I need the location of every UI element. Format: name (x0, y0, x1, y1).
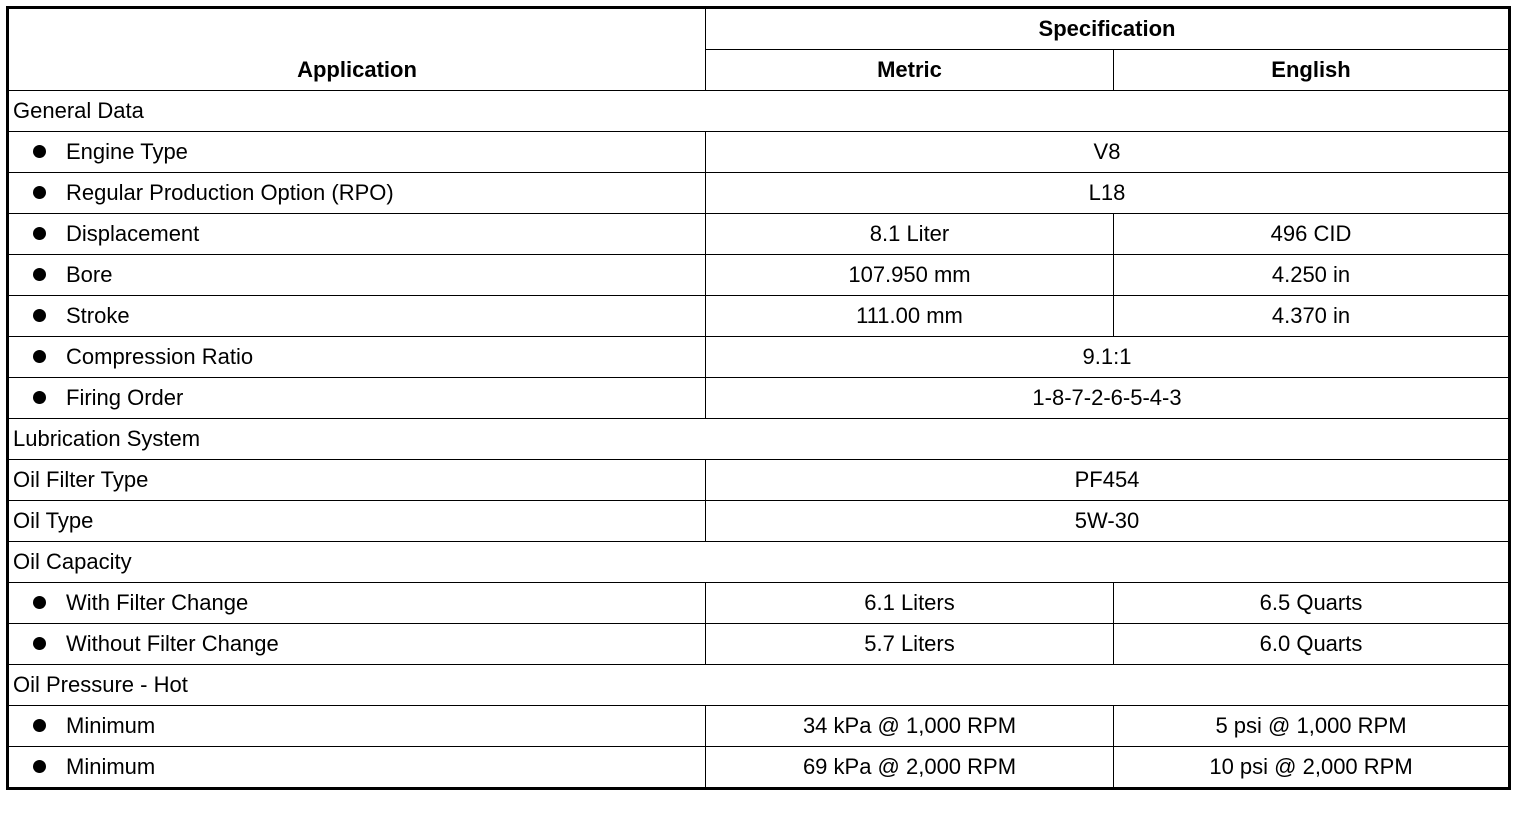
bullet-icon (33, 719, 46, 732)
application-cell (8, 337, 706, 378)
table-row (8, 624, 1510, 665)
application-cell (8, 706, 706, 747)
english-value: 6.0 Quarts (1114, 624, 1510, 665)
application-label: Regular Production Option (RPO) (66, 180, 394, 205)
application-cell (8, 132, 706, 173)
application-label: Minimum (66, 754, 156, 779)
application-label: Displacement (66, 221, 200, 246)
bullet-icon (33, 145, 46, 158)
metric-header: Metric (706, 50, 1114, 91)
engine-spec-table (6, 6, 1511, 790)
table-row (8, 378, 1510, 419)
section-heading: Lubrication System (8, 419, 1510, 460)
header-row-top (8, 8, 1510, 50)
application-cell (8, 378, 706, 419)
english-value: 496 CID (1114, 214, 1510, 255)
application-header: Application (8, 8, 706, 91)
application-cell (8, 214, 706, 255)
metric-value: 111.00 mm (706, 296, 1114, 337)
section-heading: Oil Capacity (8, 542, 1510, 583)
metric-value: 34 kPa @ 1,000 RPM (706, 706, 1114, 747)
table-row (8, 337, 1510, 378)
bullet-icon (33, 350, 46, 363)
application-cell (8, 173, 706, 214)
specification-value: V8 (706, 132, 1510, 173)
table-row (8, 501, 1510, 542)
metric-value: 8.1 Liter (706, 214, 1114, 255)
specification-value: 9.1:1 (706, 337, 1510, 378)
english-value: 6.5 Quarts (1114, 583, 1510, 624)
application-cell (8, 255, 706, 296)
bullet-icon (33, 596, 46, 609)
bullet-icon (33, 186, 46, 199)
english-value: 4.250 in (1114, 255, 1510, 296)
english-value: 4.370 in (1114, 296, 1510, 337)
application-label: Minimum (66, 713, 156, 738)
metric-value: 107.950 mm (706, 255, 1114, 296)
section-row (8, 91, 1510, 132)
english-header: English (1114, 50, 1510, 91)
english-value: 5 psi @ 1,000 RPM (1114, 706, 1510, 747)
specification-value: 1-8-7-2-6-5-4-3 (706, 378, 1510, 419)
section-heading: Oil Pressure - Hot (8, 665, 1510, 706)
application-label: Oil Type (13, 508, 94, 533)
application-cell (8, 501, 706, 542)
specification-header: Specification (706, 8, 1510, 50)
specification-value: PF454 (706, 460, 1510, 501)
table-row (8, 296, 1510, 337)
bullet-icon (33, 268, 46, 281)
table-row (8, 583, 1510, 624)
section-row (8, 542, 1510, 583)
spec-table-container (6, 6, 1508, 790)
table-body (8, 91, 1510, 789)
table-row (8, 173, 1510, 214)
table-header (8, 8, 1510, 91)
specification-value: L18 (706, 173, 1510, 214)
bullet-icon (33, 391, 46, 404)
specification-value: 5W-30 (706, 501, 1510, 542)
application-cell (8, 460, 706, 501)
metric-value: 69 kPa @ 2,000 RPM (706, 747, 1114, 789)
section-heading: General Data (8, 91, 1510, 132)
application-label: With Filter Change (66, 590, 249, 615)
application-cell (8, 583, 706, 624)
table-row (8, 706, 1510, 747)
section-row (8, 665, 1510, 706)
application-label: Compression Ratio (66, 344, 254, 369)
bullet-icon (33, 637, 46, 650)
application-label: Stroke (66, 303, 130, 328)
application-label: Bore (66, 262, 113, 287)
table-row (8, 132, 1510, 173)
bullet-icon (33, 760, 46, 773)
table-row (8, 747, 1510, 789)
application-label: Engine Type (66, 139, 188, 164)
section-row (8, 419, 1510, 460)
application-label: Firing Order (66, 385, 184, 410)
metric-value: 5.7 Liters (706, 624, 1114, 665)
table-row (8, 214, 1510, 255)
application-cell (8, 747, 706, 789)
application-cell (8, 296, 706, 337)
bullet-icon (33, 227, 46, 240)
english-value: 10 psi @ 2,000 RPM (1114, 747, 1510, 789)
application-cell (8, 624, 706, 665)
bullet-icon (33, 309, 46, 322)
table-row (8, 460, 1510, 501)
application-label: Without Filter Change (66, 631, 279, 656)
metric-value: 6.1 Liters (706, 583, 1114, 624)
table-row (8, 255, 1510, 296)
application-label: Oil Filter Type (13, 467, 149, 492)
